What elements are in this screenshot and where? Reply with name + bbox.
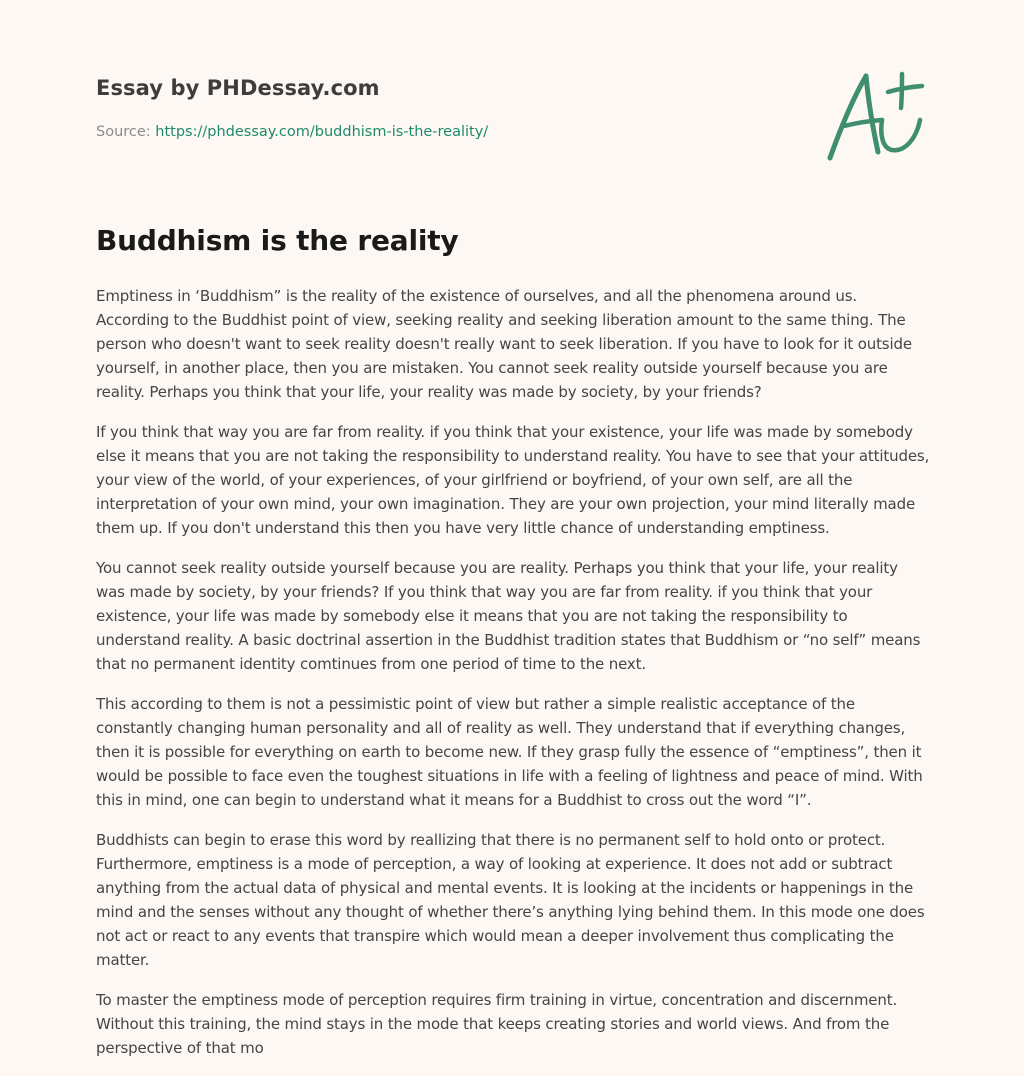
essay-body [96,284,930,1074]
essay-paragraph: To master the emptiness mode of perception requires firm training in virtue, concentration and discernment. Without this training, the mind stays in the mode that keeps creating stories and world views. And from the perspective of that mo [96,991,898,1057]
essay-paragraph: This according to them is not a pessimistic point of view but rather a simple realistic acceptance of the constantly changing human personality and all of reality as well. They understand that if everything changes, then it is possible for everything on earth to become new. If they grasp fully the essence of “emptiness”, then it would be possible to face even the toughest situations in life with a feeling of lightness and peace of mind. With this in mind, one can begin to understand what it means for a Buddhist to cross out the word “I”. [96,695,923,809]
a-plus-grade-logo-icon [822,68,928,164]
essay-paragraph: If you think that way you are far from reality. if you think that your existence, your life was made by somebody else it means that you are not taking the responsibility to understand reality. You have to see that your attitudes, your view of the world, of your experiences, of your girlfriend or boyfriend, of your own self, are all the interpretation of your own mind, your own imagination. They are your own projection, your mind literally made them up. If you don't understand this then you have very little chance of understanding emptiness. [96,423,930,537]
source-line [96,124,488,140]
source-label: Source: [96,124,151,140]
essay-paragraph: Emptiness in ‘Buddhism” is the reality of the existence of ourselves, and all the phenomena around us. According to the Buddhist point of view, seeking reality and seeking liberation amount to the same thing. The person who doesn't want to seek reality doesn't really want to seek liberation. If you have to look for it outside yourself, in another place, then you are mistaken. You cannot seek reality outside yourself because you are reality. Perhaps you think that your life, your reality was made by society, by your friends? [96,287,912,401]
source-link[interactable]: https://phdessay.com/buddhism-is-the-reality/ [155,124,489,140]
essay-title: Buddhism is the reality [96,224,459,257]
essay-paragraph: You cannot seek reality outside yourself because you are reality. Perhaps you think that your life, your reality was made by society, by your friends? If you think that way you are far from reality. if you think that your existence, your life was made by somebody else it means that you are not taking the responsibility to understand reality. A basic doctrinal assertion in the Buddhist tradition states that Buddhism or “no self” means that no permanent identity comtinues from one period of time to the next. [96,559,921,673]
site-title: Essay by PHDessay.com [96,76,380,100]
essay-paragraph: Buddhists can begin to erase this word by reallizing that there is no permanent self to hold onto or protect. Furthermore, emptiness is a mode of perception, a way of looking at experience. It does not add or subtract anything from the actual data of physical and mental events. It is looking at the incidents or happenings in the mind and the senses without any thought of whether there’s anything lying behind them. In this mode one does not act or react to any events that transpire which would mean a deeper involvement thus complicating the matter. [96,831,925,969]
